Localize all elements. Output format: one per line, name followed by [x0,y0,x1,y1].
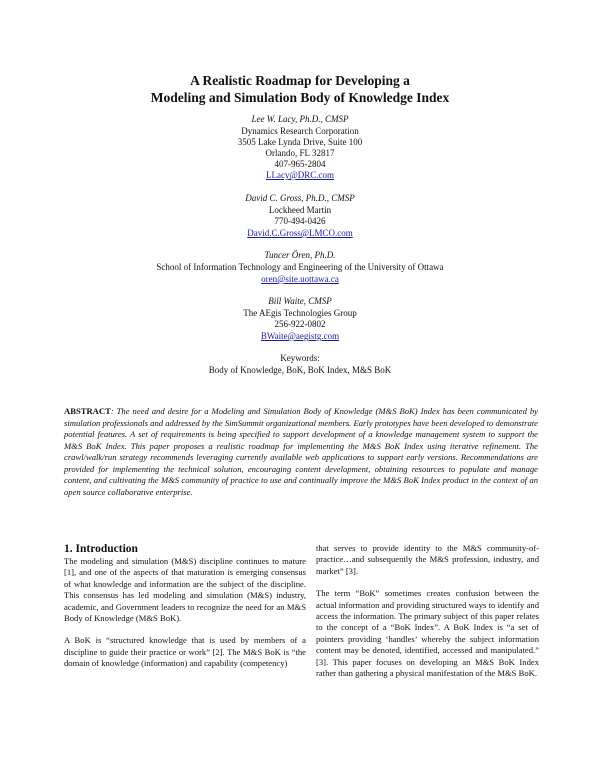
author-address: 3505 Lake Lynda Drive, Suite 100 [237,137,363,147]
author-name: Bill Waite, CMSP [268,296,332,306]
author-affiliation: Dynamics Research Corporation [241,126,359,136]
author-email-link[interactable]: LLacy@DRC.com [265,170,335,180]
section-heading: 1. Introduction [64,543,138,555]
author-phone: 407-965-2804 [274,159,326,169]
author-name: Tuncer Ören, Ph.D. [264,250,336,260]
abstract-text: : The need and desire for a Modeling and Simulation Body of Knowledge (M&S BoK) Index has been communicated by simulation professionals and addressed by the SimSummit organizational members. Early prototypes have been developed to demonstrate potential features. A set of requirements is being specified to support development of a knowledge management system to support the M&S BoK Index. This paper proposes a realistic roadmap for implementing the M&S BoK Index using iterative refinement. The crawl/walk/run strategy recommends leveraging currently available web applications to support early versions. Recommendations are provided for implementing the technical solution, encouraging content development, obtaining resources to populate and manage content, and cultivating the M&S community of practice to use and continually improve the M&S BoK Index product in the context of an open source collaborative enterprise. [64,406,538,497]
paper-title-line-2: Modeling and Simulation Body of Knowledge Index [150,90,450,105]
abstract [64,406,538,498]
author-name: David C. Gross, Ph.D., CMSP [245,193,355,203]
author-affiliation: Lockheed Martin [268,205,332,215]
author-email-link[interactable]: oren@site.uottawa.ca [261,274,339,284]
left-column [64,556,306,670]
paragraph: The term “BoK” sometimes creates confusion between the actual information and providing structured ways to identify and access the information. The primary subject of this paper relates to the concept of a “BoK Index”. A BoK Index is “a set of pointers providing ‘handles’ whereby the subject information content may be denoted, identified, accessed and manipulated.” [3]. This paper focuses on developing an M&S BoK Index rather than gathering a physical manifestation of the M&S BoK. [316,588,539,679]
author-city: Orlando, FL 32817 [265,148,335,158]
abstract-label: ABSTRACT [64,406,111,416]
author-affiliation: School of Information Technology and Engineering of the University of Ottawa [156,262,444,272]
paragraph: The modeling and simulation (M&S) discipline continues to mature [1], and one of the aspects of that maturation is emerging consensus of what knowledge and information are the subject of the discipline. This consensus has led modeling and simulation (M&S) industry, academic, and Government leaders to recognize the need for an M&S Body of Knowledge (M&S BoK). [64,556,306,624]
right-column [316,543,539,679]
author-phone: 770-494-0426 [274,216,326,226]
author-name: Lee W. Lacy, Ph.D., CMSP [251,114,349,124]
author-affiliation: The AEgis Technologies Group [243,308,357,318]
author-phone: 256-922-0802 [274,319,326,329]
paragraph: that serves to provide identity to the M&S community-of-practice…and subsequently the M&S profession, industry, and market” [3]. [316,543,539,576]
paper-title-line-1: A Realistic Roadmap for Developing a [190,73,410,88]
author-email-link[interactable]: BWaite@aegistg.com [260,331,340,341]
keywords-label: Keywords: [280,353,320,363]
paragraph: A BoK is “structured knowledge that is used by members of a discipline to guide their practice or work” [2]. The M&S BoK is “the domain of knowledge (information) and capability (competency) [64,635,306,669]
keywords-value: Body of Knowledge, BoK, BoK Index, M&S BoK [208,365,392,375]
author-email-link[interactable]: David.C.Gross@LMCO.com [247,228,353,238]
